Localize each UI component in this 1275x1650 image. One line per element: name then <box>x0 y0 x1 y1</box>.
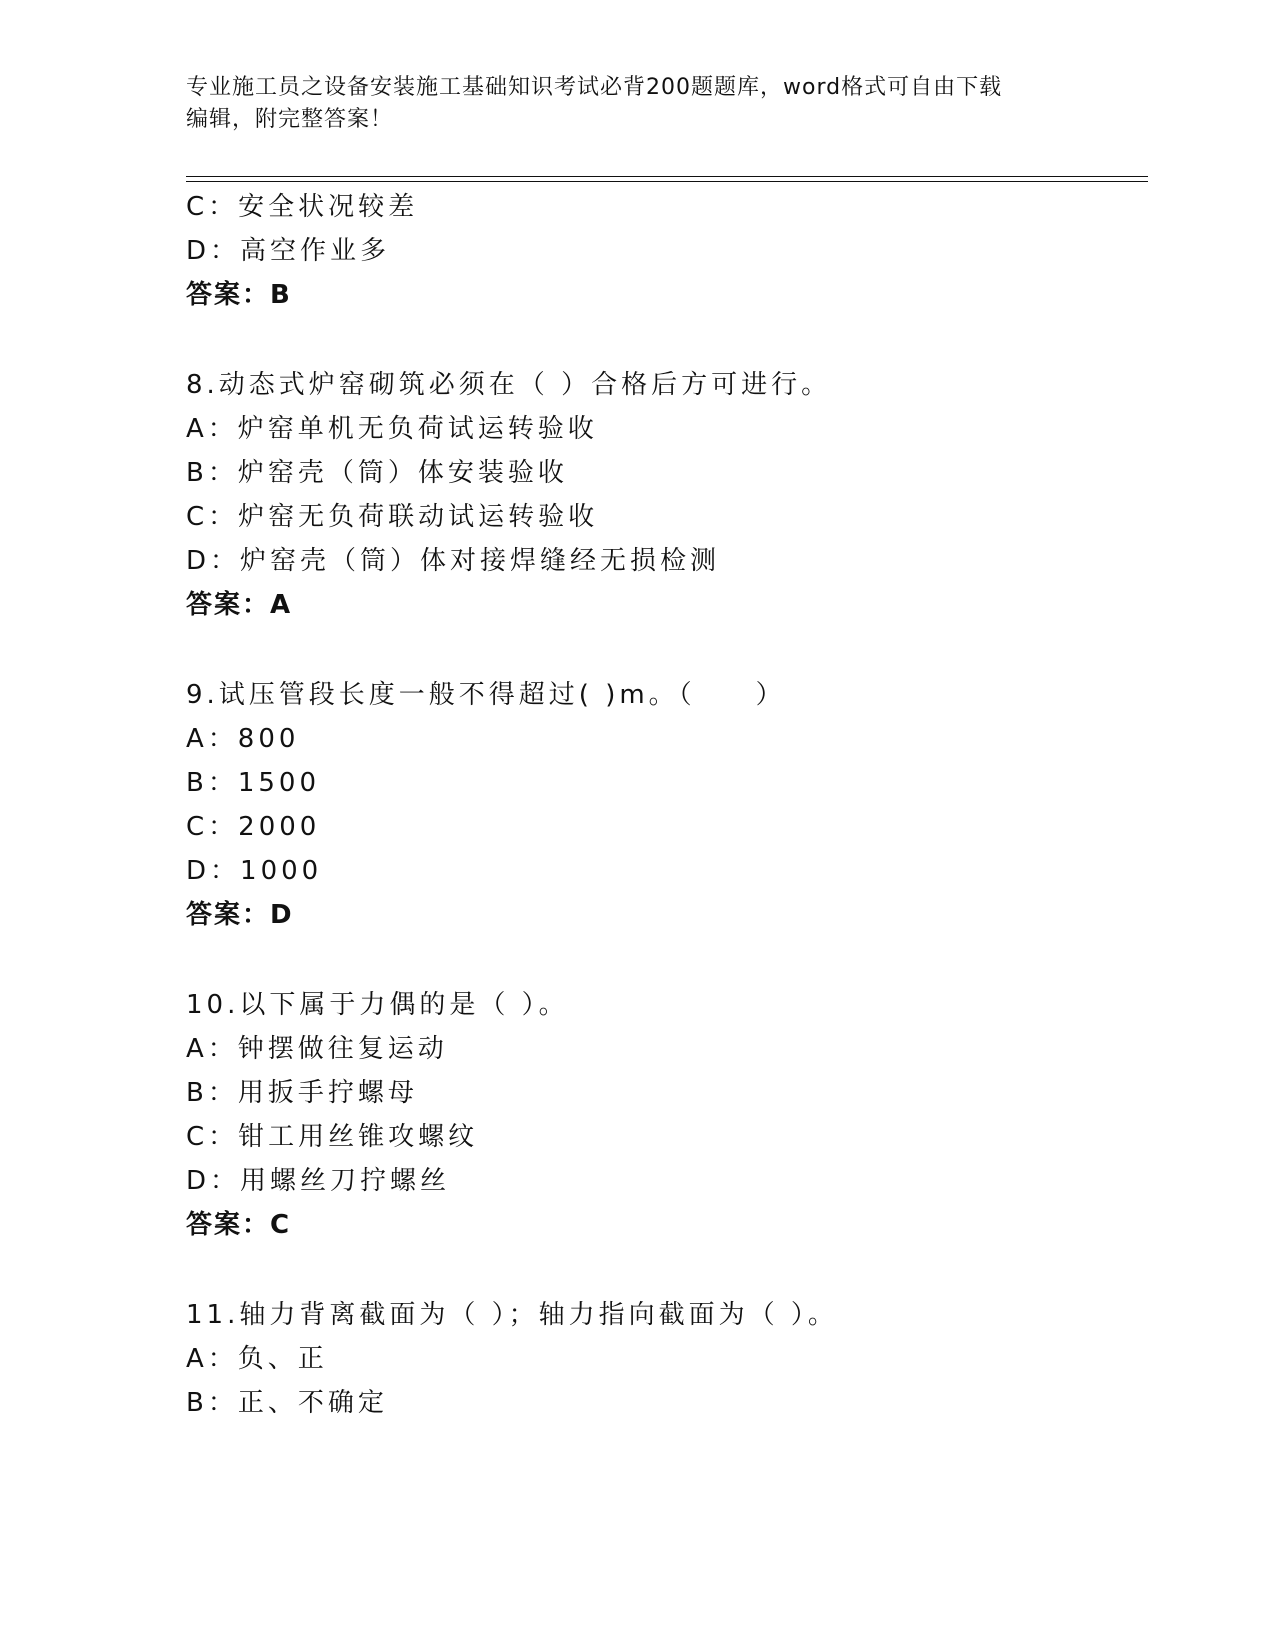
q11-option-b: B：正、不确定 <box>186 1388 388 1418</box>
q9-option-a: A：800 <box>186 724 300 754</box>
q8-option-b: B：炉窑壳（筒）体安装验收 <box>186 458 568 488</box>
q11-option-a: A：负、正 <box>186 1344 328 1374</box>
header-divider-top <box>186 176 1148 177</box>
q9-option-d: D：1000 <box>186 856 323 886</box>
q10-answer: 答案：C <box>186 1210 292 1240</box>
q10-option-b: B：用扳手拧螺母 <box>186 1078 418 1108</box>
header-divider-bottom <box>186 181 1148 182</box>
q10-stem: 10.以下属于力偶的是（ ）。 <box>186 990 569 1020</box>
q10-option-d: D：用螺丝刀拧螺丝 <box>186 1166 451 1196</box>
header-title-line-2: 编辑，附完整答案！ <box>186 107 394 132</box>
q8-option-d: D：炉窑壳（筒）体对接焊缝经无损检测 <box>186 546 721 576</box>
q7-answer: 答案：B <box>186 280 292 310</box>
q8-stem: 8.动态式炉窑砌筑必须在（ ）合格后方可进行。 <box>186 370 832 400</box>
header-title-line-1: 专业施工员之设备安装施工基础知识考试必背200题题库，word格式可自由下载 <box>186 75 1003 100</box>
q10-option-c: C：钳工用丝锥攻螺纹 <box>186 1122 479 1152</box>
q7-option-c: C：安全状况较差 <box>186 192 419 222</box>
q11-stem: 11.轴力背离截面为（ ）；轴力指向截面为（ ）。 <box>186 1300 838 1330</box>
document-header <box>186 72 1086 136</box>
q8-option-a: A：炉窑单机无负荷试运转验收 <box>186 414 598 444</box>
q9-answer: 答案：D <box>186 900 294 930</box>
q9-option-b: B：1500 <box>186 768 321 798</box>
q8-answer: 答案：A <box>186 590 293 620</box>
q9-option-c: C：2000 <box>186 812 321 842</box>
q7-option-d: D：高空作业多 <box>186 236 391 266</box>
q10-option-a: A：钟摆做往复运动 <box>186 1034 448 1064</box>
q8-option-c: C：炉窑无负荷联动试运转验收 <box>186 502 599 532</box>
q9-stem: 9.试压管段长度一般不得超过( )m。（ ） <box>186 680 786 710</box>
